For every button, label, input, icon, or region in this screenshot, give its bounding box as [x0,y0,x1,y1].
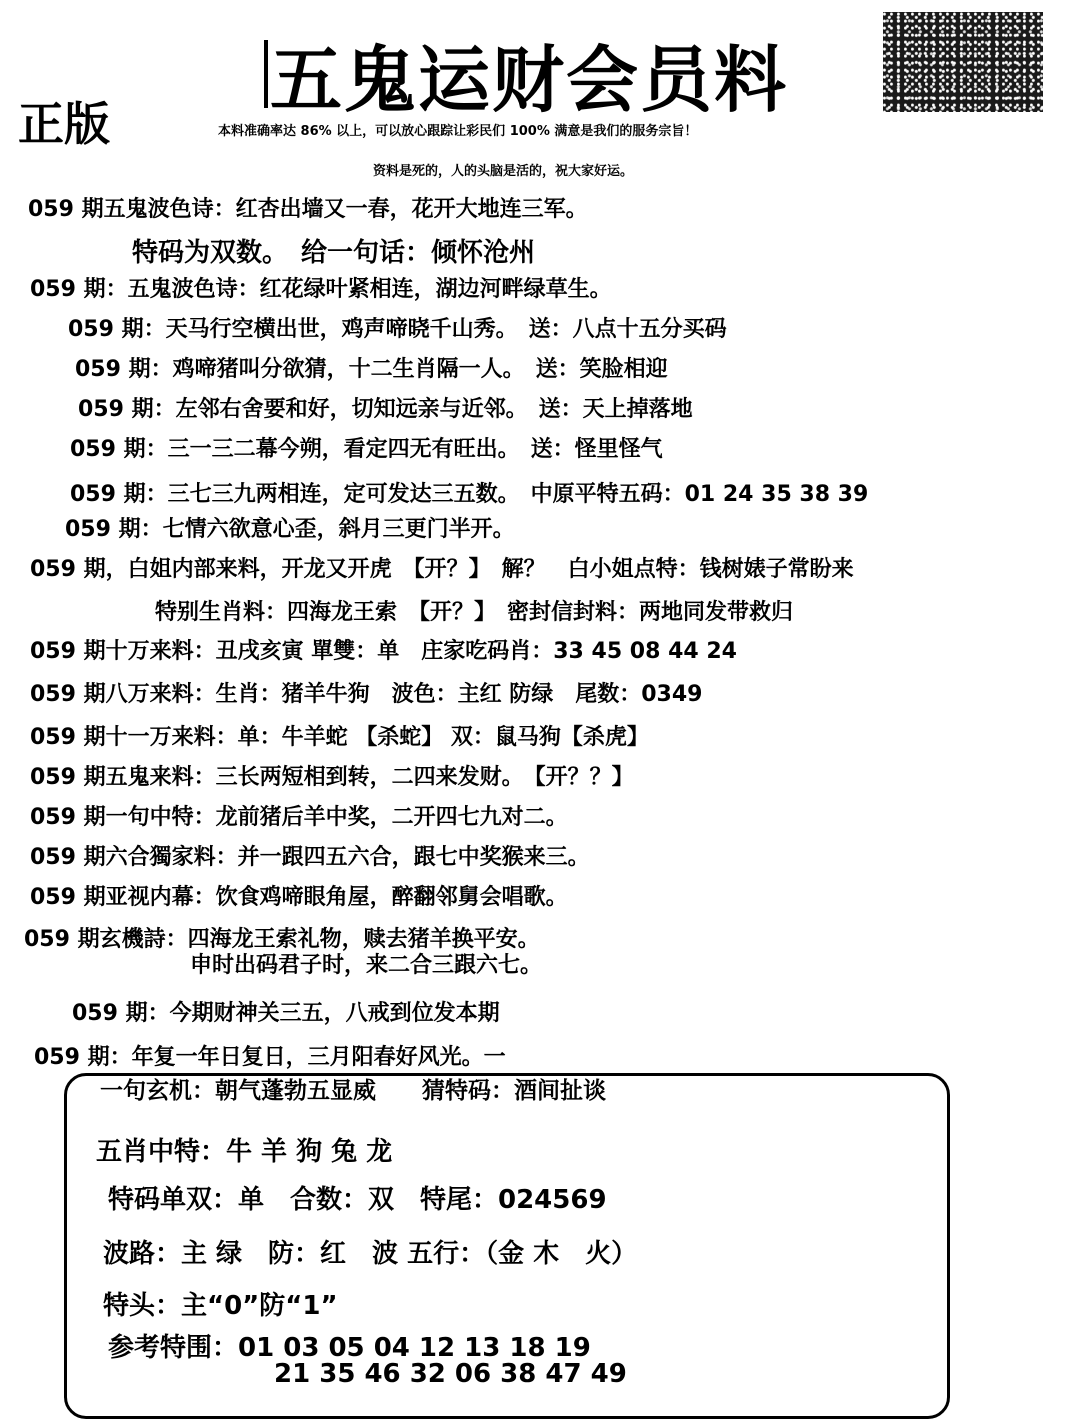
subtitle-accuracy: 本料准确率达 86% 以上，可以放心跟踪让彩民们 100% 满意是我们的服务宗旨！ [218,124,698,139]
text-line: 059 期：三一三二幕今朔，看定四无有旺出。 送：怪里怪气 [70,437,663,462]
box-line: 一句玄机：朝气蓬勃五显威 猜特码：酒间扯谈 [100,1078,606,1104]
text-line: 059 期，白姐内部来料，开龙又开虎 【开？】 解？ 白小姐点特：钱树婊子常盼来 [30,557,854,582]
box-line: 特码单双：单 合数：双 特尾：024569 [108,1185,607,1215]
box-line: 21 35 46 32 06 38 47 49 [274,1359,627,1389]
text-line: 059 期：七情六欲意心歪，斜月三更门半开。 [65,517,515,542]
subtitle-wish: 资料是死的，人的头脑是活的，祝大家好运。 [373,164,634,179]
text-line: 059 期亚视内幕：饮食鸡啼眼角屋，醉翻邻舅会唱歌。 [30,885,568,910]
text-line: 059 期五鬼波色诗：红杏出墙又一春，花开大地连三军。 [28,197,588,222]
text-line: 059 期十万来料：丑戌亥寅 單雙：单 庄家吃码肖：33 45 08 44 24 [30,639,737,664]
text-line: 059 期五鬼来料：三长两短相到转，二四来发财。 【开？？】 [30,765,634,790]
text-line: 059 期：年复一年日复日，三月阳春好风光。一 [34,1045,506,1070]
text-line: 特别生肖料：四海龙王索 【开？】 密封信封料：两地同发带救归 [155,600,794,625]
edition-label: 正版 [18,97,110,151]
text-line: 059 期：天马行空横出世，鸡声啼晓千山秀。 送：八点十五分买码 [68,317,727,342]
text-line: 059 期一句中特：龙前猪后羊中奖，二开四七九对二。 [30,805,568,830]
text-line: 059 期八万来料：生肖：猪羊牛狗 波色：主红 防绿 尾数：0349 [30,682,703,707]
title-left-bar [264,40,268,108]
corner-noise-block [883,12,1043,112]
box-line: 五肖中特：牛 羊 狗 兔 龙 [96,1137,393,1167]
text-line: 059 期十一万来料：单：牛羊蛇 【杀蛇】 双：鼠马狗【杀虎】 [30,725,649,750]
box-line: 波路：主 绿 防：红 波 五行：（金 木 火） [103,1239,638,1269]
text-line: 059 期玄機詩：四海龙王索礼物，赎去猪羊换平安。 [24,927,540,952]
text-line: 059 期：左邻右舍要和好，切知远亲与近邻。 送：天上掉落地 [78,397,693,422]
text-line: 059 期：五鬼波色诗：红花绿叶紧相连，湖边河畔绿草生。 [30,277,612,302]
page-title: 五鬼运财会员料 [270,37,789,122]
text-line: 059 期六合獨家料：并一跟四五六合，跟七中奖猴来三。 [30,845,590,870]
text-line: 059 期：鸡啼猪叫分欲猜，十二生肖隔一人。 送：笑脸相迎 [75,357,668,382]
text-line: 申时出码君子时，来二合三跟六七。 [190,953,543,978]
box-line: 参考特围：01 03 05 04 12 13 18 19 [108,1333,591,1363]
box-line: 特头：主“0”防“1” [103,1291,338,1321]
text-line: 059 期：今期财神关三五，八戒到位发本期 [72,1001,500,1026]
text-line: 特码为双数。 给一句话：倾怀沧州 [132,238,536,268]
text-line: 059 期：三七三九两相连，定可发达三五数。 中原平特五码：01 24 35 38 39 [70,482,869,507]
